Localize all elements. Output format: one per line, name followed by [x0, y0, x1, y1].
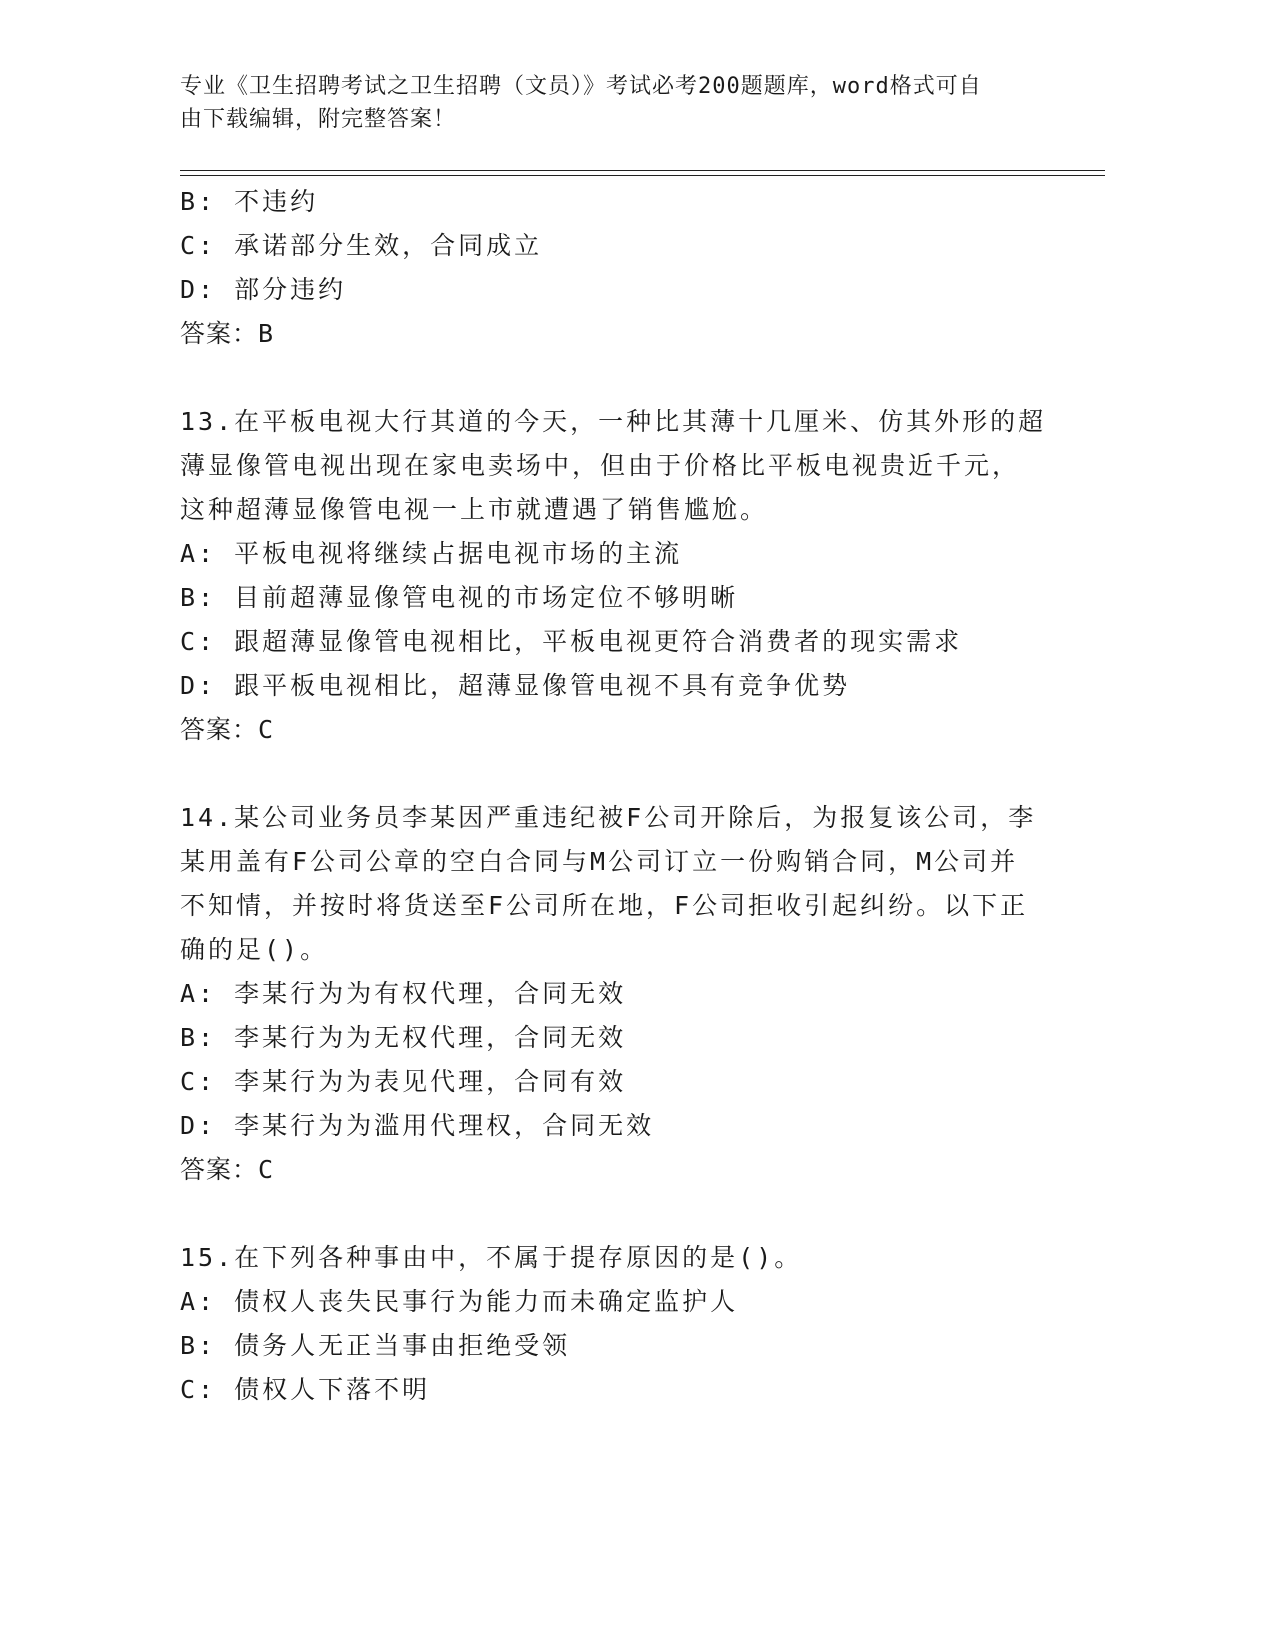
header-divider-bottom: [180, 175, 1105, 176]
option-d: D: 李某行为为滥用代理权，合同无效: [180, 1111, 655, 1140]
option-c: C: 承诺部分生效，合同成立: [180, 231, 543, 260]
answer-key: 答案：C: [180, 1155, 275, 1184]
question-stem-line: 确的足()。: [180, 935, 329, 964]
option-a: A: 债权人丧失民事行为能力而未确定监护人: [180, 1287, 739, 1316]
option-b: B: 目前超薄显像管电视的市场定位不够明晰: [180, 583, 739, 612]
document-header: [180, 70, 1060, 136]
question-stem-line: 14.某公司业务员李某因严重违纪被F公司开除后，为报复该公司，李: [180, 803, 1037, 832]
question-13: [180, 400, 1060, 752]
question-stem-line: 某用盖有F公司公章的空白合同与M公司订立一份购销合同，M公司并: [180, 847, 1019, 876]
header-divider-top: [180, 170, 1105, 171]
answer-key: 答案：C: [180, 715, 275, 744]
spacer: [180, 356, 1060, 400]
option-d: D: 跟平板电视相比，超薄显像管电视不具有竞争优势: [180, 671, 851, 700]
header-title-line-2: 由下载编辑，附完整答案！: [180, 107, 457, 132]
option-c: C: 跟超薄显像管电视相比，平板电视更符合消费者的现实需求: [180, 627, 963, 656]
option-d: D: 部分违约: [180, 275, 347, 304]
question-stem-line: 这种超薄显像管电视一上市就遭遇了销售尴尬。: [180, 495, 769, 524]
question-15: [180, 1236, 1060, 1412]
question-stem-line: 不知情，并按时将货送至F公司所在地，F公司拒收引起纠纷。以下正: [180, 891, 1029, 920]
option-a: A: 平板电视将继续占据电视市场的主流: [180, 539, 683, 568]
option-c: C: 债权人下落不明: [180, 1375, 431, 1404]
option-a: A: 李某行为为有权代理，合同无效: [180, 979, 627, 1008]
question-content: [180, 180, 1060, 1412]
spacer: [180, 1192, 1060, 1236]
answer-key: 答案：B: [180, 319, 275, 348]
option-c: C: 李某行为为表见代理，合同有效: [180, 1067, 627, 1096]
question-stem-line: 薄显像管电视出现在家电卖场中，但由于价格比平板电视贵近千元，: [180, 451, 1021, 480]
question-stem-line: 15.在下列各种事由中，不属于提存原因的是()。: [180, 1243, 803, 1272]
question-stem-line: 13.在平板电视大行其道的今天，一种比其薄十几厘米、仿其外形的超: [180, 407, 1047, 436]
option-b: B: 不违约: [180, 187, 319, 216]
header-title-line-1: 专业《卫生招聘考试之卫生招聘（文员）》考试必考200题题库，word格式可自: [180, 74, 982, 99]
prev-question: [180, 180, 1060, 356]
option-b: B: 李某行为为无权代理，合同无效: [180, 1023, 627, 1052]
option-b: B: 债务人无正当事由拒绝受领: [180, 1331, 571, 1360]
spacer: [180, 752, 1060, 796]
question-14: [180, 796, 1060, 1192]
